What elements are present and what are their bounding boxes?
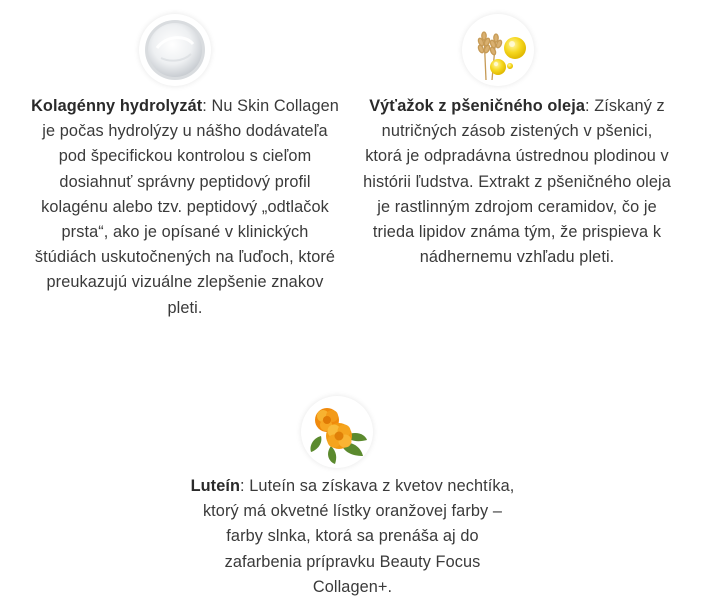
ingredient-description bbox=[190, 474, 515, 600]
ingredient-title: Luteín bbox=[190, 477, 241, 495]
ingredient-title: Kolagénny hydrolyzát bbox=[31, 97, 203, 115]
collagen-cream-icon bbox=[139, 14, 211, 86]
ingredient-description bbox=[30, 94, 340, 321]
ingredient-body: Nu Skin Collagen je počas hydrolýzy u nášho dodávateľa pod špecifickou kontrolou s cieľom dosiahnuť správny peptidový profil kolagénu alebo tzv. peptidový „odtlačok prsta“, ako je opísané v klinických štúdiách uskutočnených na ľuďoch, ktoré preukazujú vizuálne zlepšenie znakov pleti. bbox=[34, 97, 339, 317]
ingredient-body: Luteín sa získava z kvetov nechtíka, ktorý má okvetné lístky oranžovej farby – farby slnka, ktorá sa prenáša aj do zafarbenia prípravku Beauty Focus Collagen+. bbox=[202, 477, 515, 596]
ingredient-body: Získaný z nutričných zásob zistených v pšenici, ktorá je odpradávna ústrednou plodinou v histórii ľudstva. Extrakt z pšeničného oleja je rastlinným zdrojom ceramidov, čo je trieda lipidov známa tým, že prispieva k nádhernemu vzhľadu pleti. bbox=[363, 97, 671, 267]
wheat-oil-icon bbox=[462, 14, 534, 86]
title-separator: : bbox=[202, 97, 212, 115]
title-separator: : bbox=[584, 97, 595, 115]
marigold-flower-icon bbox=[301, 396, 373, 468]
ingredient-description bbox=[362, 94, 672, 270]
ingredient-title: Výťažok z pšeničného oleja bbox=[369, 97, 585, 115]
title-separator: : bbox=[240, 477, 250, 495]
